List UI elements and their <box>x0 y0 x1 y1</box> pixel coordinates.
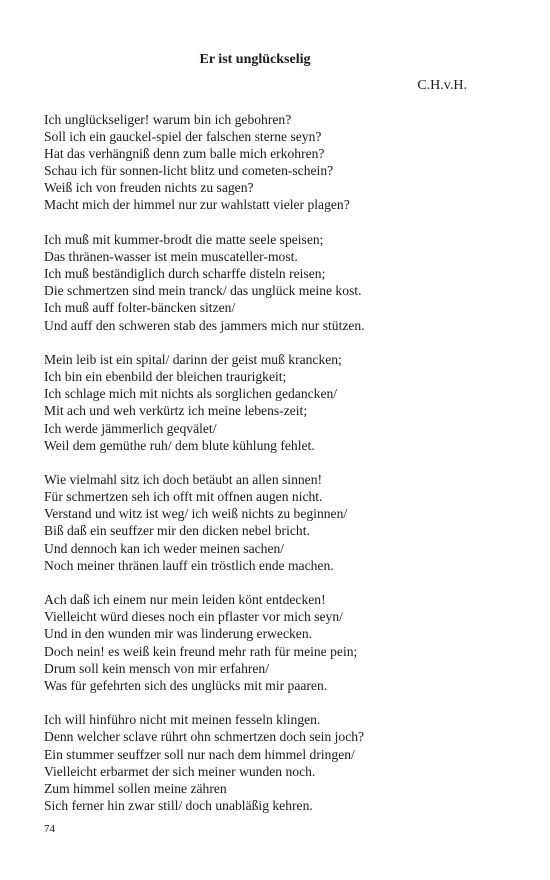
poem-author: C.H.v.H. <box>417 78 467 93</box>
verse-line: Ich muß beständiglich durch scharffe disteln reisen; <box>44 266 326 282</box>
page-number: 74 <box>44 823 55 835</box>
verse-line: Ich will hinführo nicht mit meinen fesseln klingen. <box>44 712 321 728</box>
verse-line: Wie vielmahl sitz ich doch betäubt an allen sinnen! <box>44 472 323 488</box>
stanza <box>44 471 484 574</box>
verse-line: Und dennoch kan ich weder meinen sachen/ <box>44 540 285 556</box>
verse-line: Ich schlage mich mit nichts als sorglichen gedancken/ <box>44 386 338 402</box>
verse-line: Ach daß ich einem nur mein leiden könt entdecken! <box>44 592 326 608</box>
stanza <box>44 231 484 334</box>
verse-line: Verstand und witz ist weg/ ich weiß nichts zu beginnen/ <box>44 506 348 522</box>
stanza <box>44 711 484 814</box>
verse-line: Die schmertzen sind mein tranck/ das unglück meine kost. <box>44 283 362 299</box>
verse-line: Noch meiner thränen lauff ein tröstlich ende machen. <box>44 557 334 573</box>
verse-line: Das thränen-wasser ist mein muscateller-most. <box>44 249 298 265</box>
verse-line: Ich bin ein ebenbild der bleichen traurigkeit; <box>44 369 287 385</box>
verse-line: Für schmertzen seh ich offt mit offnen augen nicht. <box>44 489 323 505</box>
verse-line: Und auff den schweren stab des jammers mich nur stützen. <box>44 317 365 333</box>
verse-line: Doch nein! es weiß kein freund mehr rath für meine pein; <box>44 643 358 659</box>
verse-line: Soll ich ein gauckel-spiel der falschen sterne seyn? <box>44 129 322 145</box>
poem-body <box>44 111 484 831</box>
verse-line: Mit ach und weh verkürtz ich meine lebens-zeit; <box>44 403 308 419</box>
verse-line: Ich muß mit kummer-brodt die matte seele speisen; <box>44 232 324 248</box>
verse-line: Macht mich der himmel nur zur wahlstatt vieler plagen? <box>44 197 350 213</box>
verse-line: Sich ferner hin zwar still/ doch unabläßig kehren. <box>44 797 313 813</box>
stanza <box>44 111 484 214</box>
verse-line: Vielleicht erbarmet der sich meiner wunden noch. <box>44 763 316 779</box>
verse-line: Schau ich für sonnen-licht blitz und cometen-schein? <box>44 163 334 179</box>
verse-line: Vielleicht würd dieses noch ein pflaster vor mich seyn/ <box>44 609 343 625</box>
verse-line: Ein stummer seuffzer soll nur nach dem himmel dringen/ <box>44 746 355 762</box>
verse-line: Ich werde jämmerlich geqvälet/ <box>44 420 217 436</box>
stanza <box>44 591 484 694</box>
poem-title: Er ist unglückselig <box>199 52 311 67</box>
verse-line: Biß daß ein seuffzer mir den dicken nebel bricht. <box>44 523 310 539</box>
verse-line: Hat das verhängniß denn zum balle mich erkohren? <box>44 146 325 162</box>
verse-line: Ich unglückseliger! warum bin ich gebohren? <box>44 112 292 127</box>
verse-line: Was für gefehrten sich des unglücks mit mir paaren. <box>44 677 328 693</box>
verse-line: Drum soll kein mensch von mir erfahren/ <box>44 660 269 676</box>
verse-line: Denn welcher sclave rührt ohn schmertzen doch sein joch? <box>44 729 365 745</box>
verse-line: Ich muß auff folter-bäncken sitzen/ <box>44 300 236 316</box>
verse-line: Zum himmel sollen meine zähren <box>44 780 227 796</box>
verse-line: Weil dem gemüthe ruh/ dem blute kühlung fehlet. <box>44 437 315 453</box>
verse-line: Und in den wunden mir was linderung erwecken. <box>44 626 313 642</box>
verse-line: Mein leib ist ein spital/ darinn der geist muß krancken; <box>44 352 342 368</box>
stanza <box>44 351 484 454</box>
verse-line: Weiß ich von freuden nichts zu sagen? <box>44 180 254 196</box>
